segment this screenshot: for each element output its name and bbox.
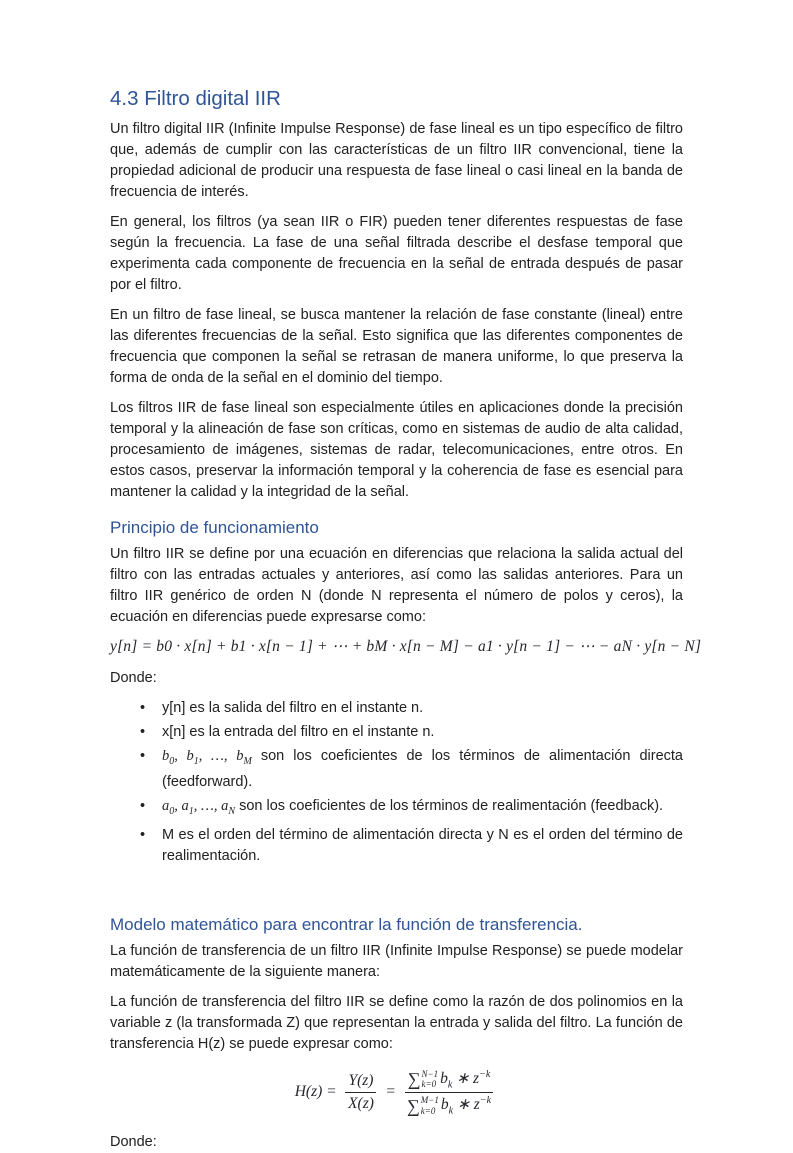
sigma-symbol: ∑ bbox=[407, 1069, 421, 1090]
list-item bbox=[162, 746, 683, 793]
sum-lower-limit: k=0 bbox=[421, 1079, 437, 1090]
paragraph-intro-1: Un filtro digital IIR (Infinite Impulse Response) de fase lineal es un tipo específico de filtro que, además de cumplir con las características de un filtro IIR convencional, tiene la propiedad adicional de producir una respuesta de fase lineal o casi lineal en la banda de frecuencia de interés. bbox=[110, 121, 683, 200]
transfer-function-equation bbox=[110, 1069, 683, 1117]
sum-body: b bbox=[440, 1096, 449, 1114]
bullet-text: x[n] es la entrada del filtro en el instante n. bbox=[162, 724, 435, 740]
sum-tail: ∗ z bbox=[452, 1069, 480, 1087]
paragraph-modelo-2: La función de transferencia del filtro IIR se define como la razón de dos polinomios en la variable z (la transformada Z) que representan la entrada y salida del filtro. La función de transferencia H(z) se puede expresar como: bbox=[110, 993, 683, 1052]
fraction-yz-xz bbox=[345, 1072, 376, 1113]
list-item bbox=[162, 825, 683, 867]
fraction-numerator-sum bbox=[405, 1069, 494, 1093]
sum-body: b bbox=[440, 1069, 448, 1087]
sum-body-sub: k bbox=[448, 1105, 454, 1117]
sum-tail-sup: −k bbox=[479, 1095, 492, 1107]
donde-label-2: Donde: bbox=[110, 1134, 157, 1151]
sum-operator bbox=[408, 1069, 440, 1090]
equation-equals: = bbox=[381, 1083, 400, 1101]
donde-label-1: Donde: bbox=[110, 670, 157, 686]
subsection-heading-principio: Principio de funcionamiento bbox=[110, 518, 319, 537]
paragraph-modelo-1: La función de transferencia de un filtro IIR (Infinite Impulse Response) se puede modelar matemáticamente de la siguiente manera: bbox=[110, 942, 683, 980]
sum-body-sub: k bbox=[447, 1079, 453, 1091]
bullet-list bbox=[110, 698, 683, 867]
fraction-denominator-sum bbox=[405, 1093, 494, 1116]
section-heading: 4.3 Filtro digital IIR bbox=[110, 87, 281, 110]
paragraph-principio-intro: Un filtro IIR se define por una ecuación en diferencias que relaciona la salida actual del filtro con las entradas actuales y anteriores, así como las salidas anteriores. Para un filtro IIR genérico de orden N (donde N representa el número de polos y ceros), la ecuación en diferencias puede expresarse como: bbox=[110, 546, 683, 625]
list-item bbox=[162, 698, 683, 719]
sum-tail: ∗ z bbox=[453, 1096, 480, 1114]
sigma-symbol: ∑ bbox=[406, 1095, 420, 1116]
subsection-heading-modelo: Modelo matemático para encontrar la función de transferencia. bbox=[110, 914, 583, 934]
fraction-sums bbox=[405, 1069, 494, 1117]
sum-upper-limit: N−1 bbox=[421, 1069, 439, 1080]
bullet-text: M es el orden del término de alimentación directa y N es el orden del término de realimentación. bbox=[162, 826, 683, 864]
sum-upper-limit: M−1 bbox=[420, 1095, 439, 1106]
bullet-text: son los coeficientes de los términos de realimentación (feedback). bbox=[235, 797, 664, 814]
difference-equation: y[n] = b0 · x[n] + b1 · x[n − 1] + ⋯ + bM · x[n − M] − a1 · y[n − 1] − ⋯ − aN · y[n − N] bbox=[110, 638, 702, 655]
fraction-denominator: X(z) bbox=[348, 1095, 374, 1113]
sum-tail-sup: −k bbox=[479, 1068, 491, 1080]
bullet-text: y[n] es la salida del filtro en el instante n. bbox=[162, 700, 424, 716]
bullet-math-coefficients-a: $a_0$, $a_1$, …, $a_N$ bbox=[162, 797, 236, 817]
sum-operator bbox=[407, 1095, 441, 1116]
sum-lower-limit: k=0 bbox=[420, 1105, 436, 1116]
paragraph-intro-2: En general, los filtros (ya sean IIR o FIR) pueden tener diferentes respuestas de fase según la frecuencia. La fase de una señal filtrada describe el desfase temporal que experimenta cada componente de frecuencia en la señal de entrada después de pasar por el filtro. bbox=[110, 214, 683, 293]
list-item bbox=[162, 722, 683, 743]
equation-lhs: H(z) = bbox=[294, 1083, 341, 1101]
paragraph-intro-3: En un filtro de fase lineal, se busca mantener la relación de fase constante (lineal) entre las diferentes frecuencias de la señal. Esto significa que las diferentes componentes de frecuencia que componen la señal se retrasan de manera uniforme, lo que preserva la forma de onda de la señal en el dominio del tiempo. bbox=[110, 307, 683, 386]
bullet-text: son los coeficientes de los términos de alimentación directa (feedforward). bbox=[162, 748, 683, 790]
fraction-numerator: Y(z) bbox=[345, 1072, 376, 1093]
list-item bbox=[162, 796, 683, 822]
bullet-math-coefficients-b: $b_0$, $b_1$, …, $b_M$ bbox=[162, 748, 252, 767]
paragraph-intro-4: Los filtros IIR de fase lineal son especialmente útiles en aplicaciones donde la precisión temporal y la alineación de fase son críticas, como en sistemas de audio de alta calidad, procesamiento de imágenes, sistemas de radar, telecomunicaciones, entre otros. En estos casos, preservar la información temporal y la coherencia de fase es esencial para mantener la calidad y la integridad de la señal. bbox=[110, 400, 683, 500]
